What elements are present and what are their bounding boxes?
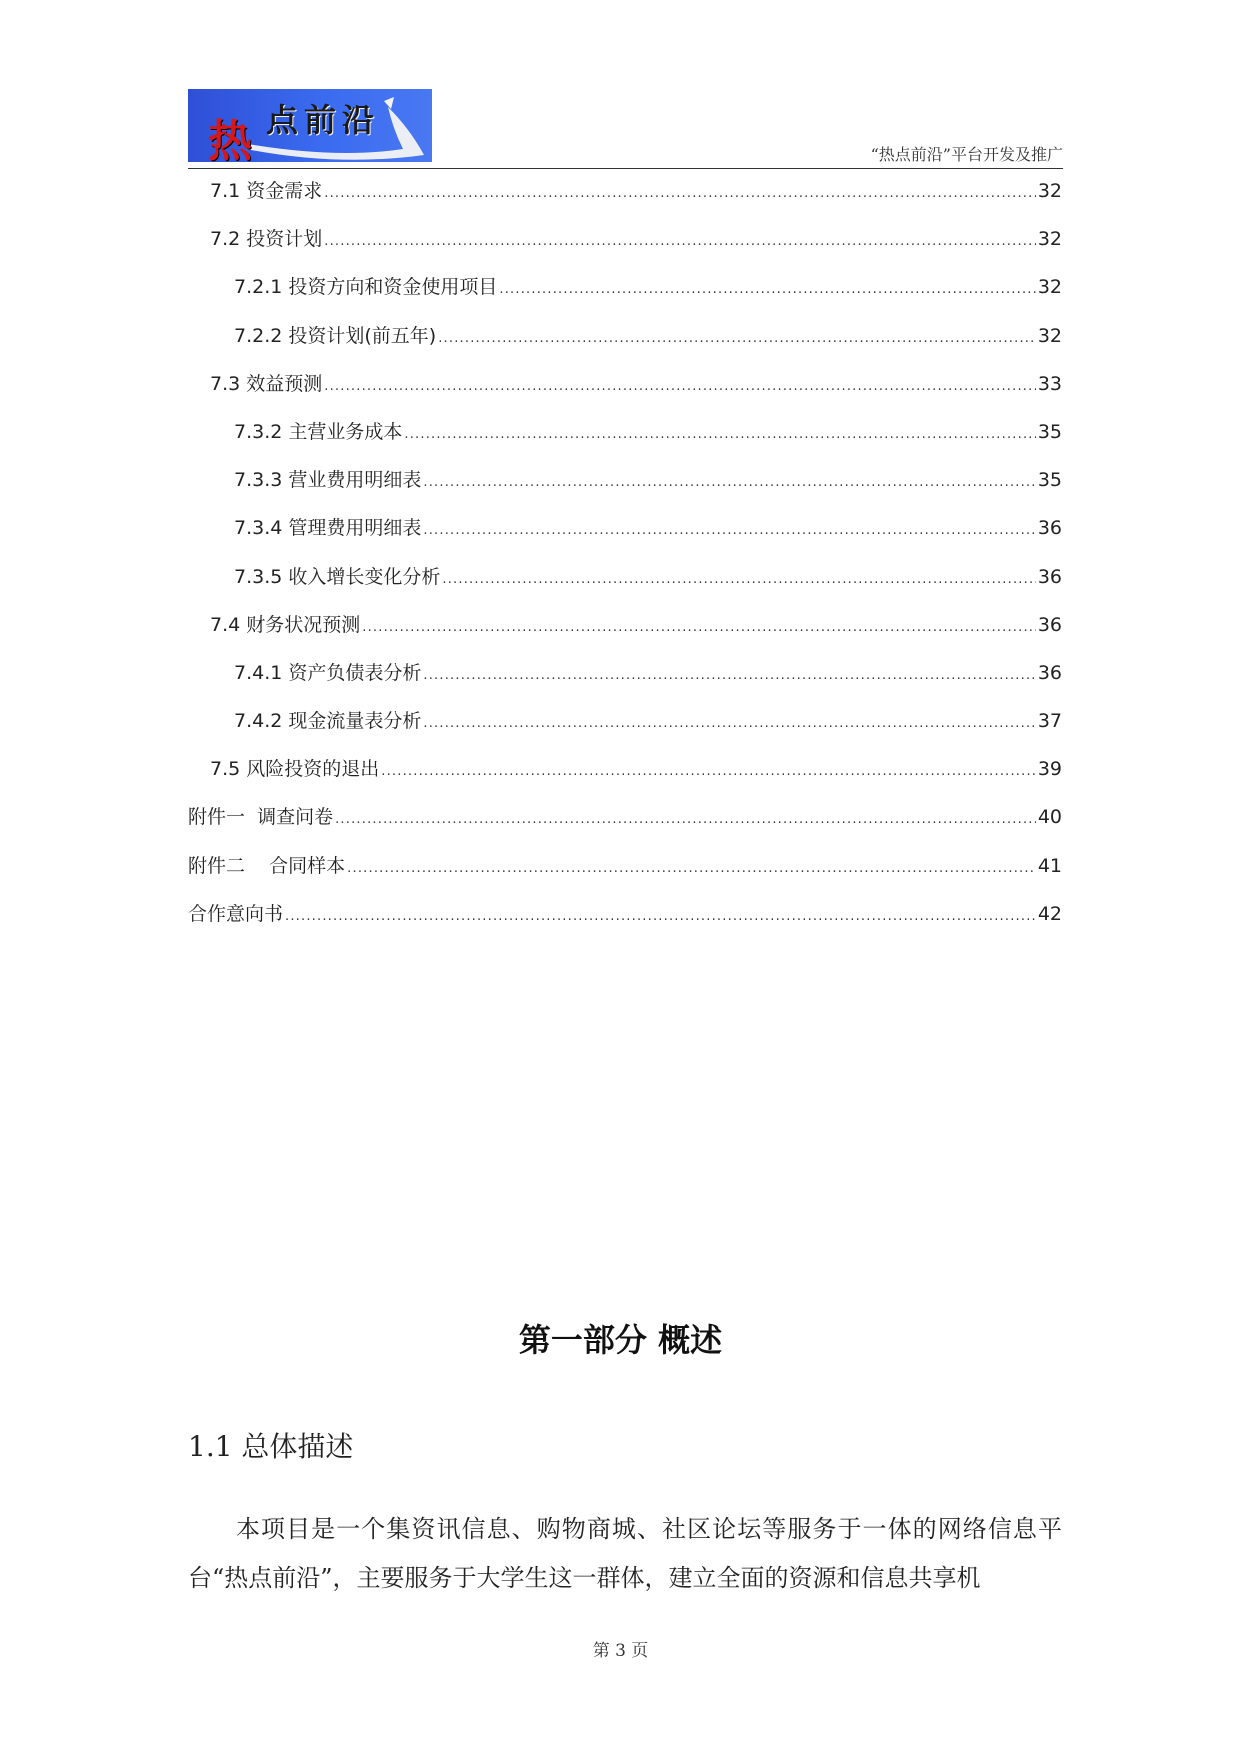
toc-dot-leader	[335, 805, 1036, 835]
brand-logo	[188, 89, 432, 162]
toc-dot-leader	[442, 565, 1035, 595]
toc-dot-leader	[381, 757, 1036, 787]
toc-entry-page: 42	[1037, 902, 1062, 925]
toc-entry[interactable]	[188, 658, 1062, 706]
toc-entry[interactable]	[188, 562, 1062, 610]
toc-entry-label: 7.5 风险投资的退出	[210, 758, 380, 781]
toc-entry-label: 7.2 投资计划	[210, 228, 323, 251]
toc-entry[interactable]	[188, 465, 1062, 513]
toc-dot-leader	[324, 227, 1036, 257]
toc-entry-page: 33	[1037, 372, 1062, 395]
logo-char-first: 热	[208, 116, 254, 162]
toc-entry[interactable]	[188, 802, 1062, 850]
toc-dot-leader	[423, 516, 1035, 546]
section-heading: 1.1 总体描述	[188, 1430, 354, 1463]
toc-entry-page: 36	[1037, 517, 1062, 540]
toc-entry[interactable]	[188, 754, 1062, 802]
toc-entry[interactable]	[188, 369, 1062, 417]
toc-dot-leader	[423, 468, 1035, 498]
toc-dot-leader	[404, 420, 1035, 450]
toc-entry-page: 32	[1037, 180, 1062, 202]
toc-entry-label: 7.3.2 主营业务成本	[234, 420, 403, 443]
toc-entry-page: 32	[1037, 276, 1062, 299]
toc-entry-label: 7.4 财务状况预测	[210, 613, 361, 636]
toc-entry-page: 40	[1037, 806, 1062, 829]
toc-dot-leader	[285, 902, 1036, 932]
toc-entry-label: 7.3.4 管理费用明细表	[234, 517, 422, 540]
toc-entry[interactable]	[188, 321, 1062, 369]
toc-entry-page: 32	[1037, 228, 1062, 251]
toc-entry-page: 36	[1037, 613, 1062, 636]
toc-entry[interactable]	[188, 610, 1062, 658]
toc-dot-leader	[324, 179, 1036, 209]
header-divider	[188, 168, 1063, 169]
toc-entry-label: 7.3 效益预测	[210, 372, 323, 395]
toc-entry[interactable]	[188, 176, 1062, 224]
toc-entry-page: 36	[1037, 661, 1062, 684]
toc-entry-page: 37	[1037, 710, 1062, 733]
toc-dot-leader	[423, 661, 1035, 691]
toc-entry-page: 41	[1037, 854, 1062, 877]
toc-entry-label: 7.1 资金需求	[210, 180, 323, 202]
toc-entry[interactable]	[188, 417, 1062, 465]
toc-entry-page: 39	[1037, 758, 1062, 781]
toc-entry-label: 7.2.2 投资计划(前五年)	[234, 324, 437, 347]
part-title: 第一部分 概述	[518, 1321, 723, 1359]
toc-entry-label: 7.2.1 投资方向和资金使用项目	[234, 276, 498, 299]
toc-entry-label: 合作意向书	[188, 902, 284, 925]
table-of-contents	[188, 176, 1062, 947]
toc-entry[interactable]	[188, 224, 1062, 272]
toc-entry-page: 35	[1037, 420, 1062, 443]
body-paragraph: 本项目是一个集资讯信息、购物商城、社区论坛等服务于一体的网络信息平台“热点前沿”，主要服务于大学生这一群体，建立全面的资源和信息共享机	[188, 1515, 1062, 1592]
toc-entry-label: 附件一 调查问卷	[188, 806, 334, 829]
toc-entry[interactable]	[188, 706, 1062, 754]
toc-dot-leader	[347, 854, 1036, 884]
page-number: 第 3 页	[592, 1641, 649, 1661]
toc-entry-page: 36	[1037, 565, 1062, 588]
toc-entry-page: 32	[1037, 324, 1062, 347]
toc-entry-label: 7.3.5 收入增长变化分析	[234, 565, 441, 588]
toc-dot-leader	[324, 372, 1036, 402]
toc-entry-page: 35	[1037, 469, 1062, 492]
toc-entry[interactable]	[188, 513, 1062, 561]
toc-dot-leader	[438, 324, 1036, 354]
toc-entry[interactable]	[188, 272, 1062, 320]
toc-entry[interactable]	[188, 851, 1062, 899]
toc-entry-label: 附件二 合同样本	[188, 854, 346, 877]
logo-char-rest: 点前沿	[266, 101, 381, 139]
toc-entry[interactable]	[188, 899, 1062, 947]
toc-dot-leader	[499, 275, 1035, 305]
toc-dot-leader	[423, 709, 1035, 739]
toc-entry-label: 7.3.3 营业费用明细表	[234, 469, 422, 492]
toc-entry-label: 7.4.2 现金流量表分析	[234, 710, 422, 733]
toc-entry-label: 7.4.1 资产负债表分析	[234, 661, 422, 684]
toc-dot-leader	[362, 613, 1036, 643]
header-tagline: “热点前沿”平台开发及推广	[870, 145, 1063, 164]
